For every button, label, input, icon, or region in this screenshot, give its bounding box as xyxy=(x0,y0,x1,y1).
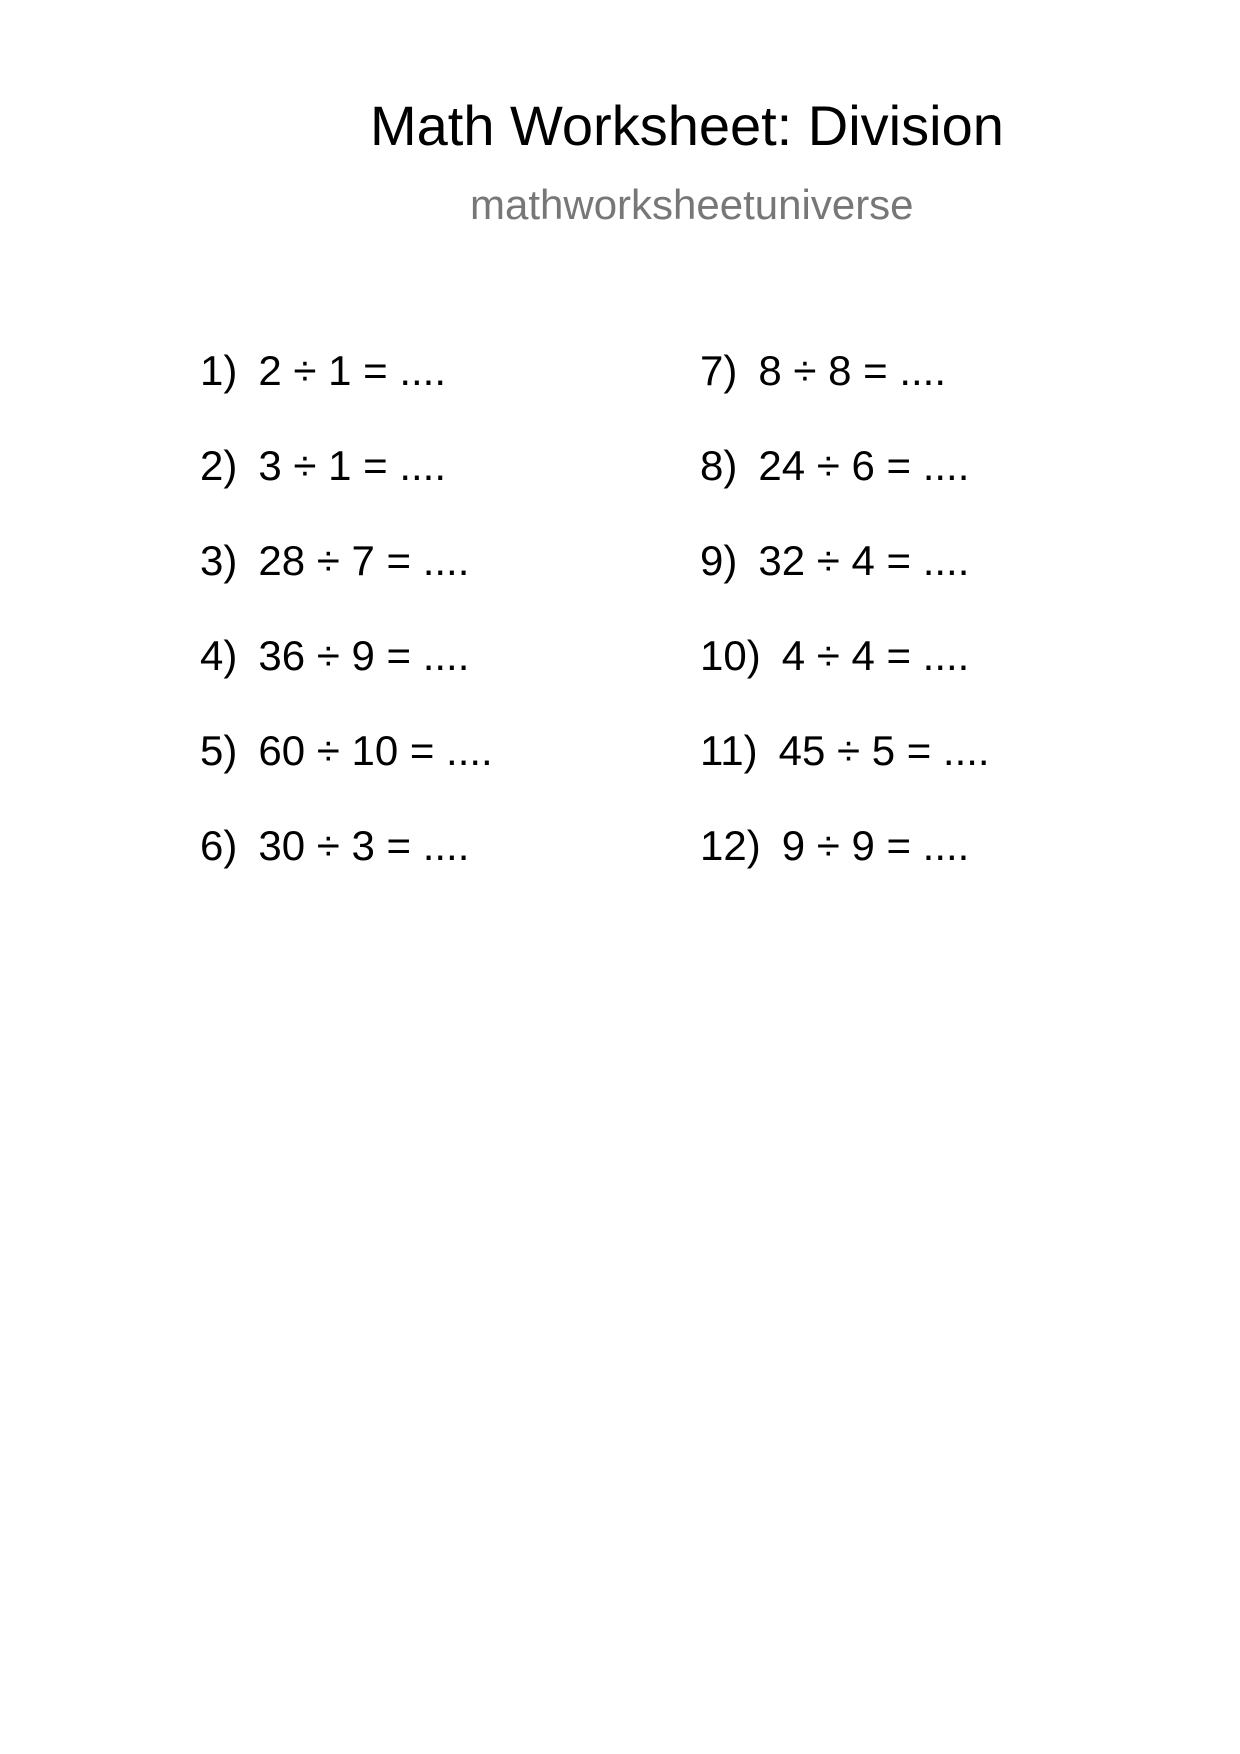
problem-expression: 60 ÷ 10 = .... xyxy=(258,727,493,774)
page-title: Math Worksheet: Division xyxy=(370,94,1004,157)
problem-item xyxy=(700,537,990,635)
problem-number: 9) xyxy=(700,537,738,584)
problem-expression: 28 ÷ 7 = .... xyxy=(258,537,470,584)
problem-number: 11) xyxy=(700,727,758,774)
problem-number: 8) xyxy=(700,442,738,489)
problem-expression: 36 ÷ 9 = .... xyxy=(258,632,470,679)
problem-expression: 9 ÷ 9 = .... xyxy=(781,822,970,869)
problem-item xyxy=(200,727,493,825)
problem-number: 12) xyxy=(700,822,761,869)
problem-number: 6) xyxy=(200,822,238,869)
problem-expression: 32 ÷ 4 = .... xyxy=(758,537,970,584)
problem-expression: 30 ÷ 3 = .... xyxy=(258,822,470,869)
problem-number: 10) xyxy=(700,632,761,679)
problem-number: 7) xyxy=(700,347,738,394)
problem-column-right xyxy=(700,347,990,920)
problem-item xyxy=(700,822,990,920)
problem-item xyxy=(700,442,990,540)
problem-item xyxy=(200,632,493,730)
problem-number: 4) xyxy=(200,632,238,679)
problem-item xyxy=(200,822,493,920)
problem-item xyxy=(700,347,990,445)
problem-expression: 2 ÷ 1 = .... xyxy=(258,347,447,394)
problem-expression: 3 ÷ 1 = .... xyxy=(258,442,447,489)
page-subtitle: mathworksheetuniverse xyxy=(470,181,914,228)
problem-item xyxy=(200,347,493,445)
problem-item xyxy=(700,727,990,825)
problem-expression: 45 ÷ 5 = .... xyxy=(778,727,990,774)
problem-number: 5) xyxy=(200,727,238,774)
problem-number: 1) xyxy=(200,347,238,394)
problem-expression: 24 ÷ 6 = .... xyxy=(758,442,970,489)
problem-number: 2) xyxy=(200,442,238,489)
problem-column-left xyxy=(200,347,493,920)
problem-item xyxy=(200,442,493,540)
problem-item xyxy=(200,537,493,635)
problem-number: 3) xyxy=(200,537,238,584)
problem-expression: 8 ÷ 8 = .... xyxy=(758,347,947,394)
problem-expression: 4 ÷ 4 = .... xyxy=(781,632,970,679)
problem-item xyxy=(700,632,990,730)
